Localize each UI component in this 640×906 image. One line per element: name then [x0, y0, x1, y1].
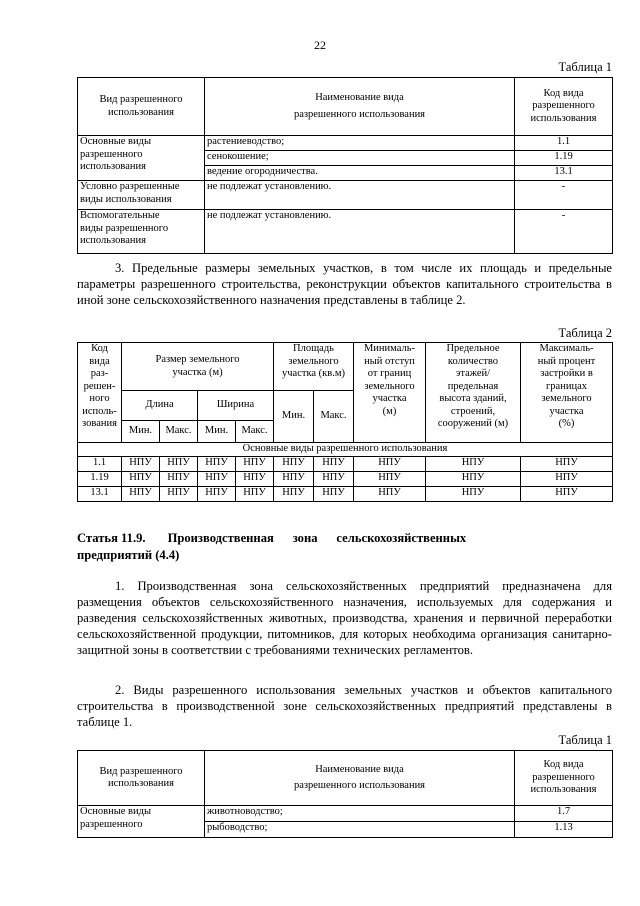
table2-header-percent: Максималь- ный процент застройки в границах земельного участка (%): [521, 343, 613, 443]
table1-cell-code: 1.19: [515, 151, 613, 166]
table-row: [78, 472, 613, 487]
article-heading-line1: Статья 11.9. Производственная зона сельскохозяйственных: [77, 531, 467, 545]
table2-header-length: Длина: [122, 391, 198, 421]
table2-header-floors: Предельное количество этажей/ предельная высота зданий, строений, сооружений (м): [426, 343, 521, 443]
table3-header-row: [78, 751, 613, 806]
table2-cell: НПУ: [521, 457, 613, 472]
table2-cell: НПУ: [521, 472, 613, 487]
table2-cell: НПУ: [236, 457, 274, 472]
table2-cell: НПУ: [236, 472, 274, 487]
table1-header-name: Наименование вида разрешенного использования: [205, 78, 515, 136]
table2-header-length-max: Макс.: [160, 421, 198, 443]
table3-cell-code: 1.13: [515, 822, 613, 838]
table1-cell-name: сенокошение;: [205, 151, 515, 166]
table2-section-label: Основные виды разрешенного использования: [78, 443, 613, 457]
table1-cell-code: 1.1: [515, 136, 613, 151]
page-number: 22: [314, 38, 326, 52]
table1-group-label-conditional: Условно разрешенные виды использования: [78, 181, 205, 210]
table2-header-width: Ширина: [198, 391, 274, 421]
table3-cell-code: 1.7: [515, 806, 613, 822]
table2-header-length-min: Мин.: [122, 421, 160, 443]
table1: [77, 77, 613, 254]
table3-group-label-main: Основные виды разрешенного: [78, 806, 205, 838]
table-row: [78, 181, 613, 210]
paragraph-article-2: 2. Виды разрешенного использования земельных участков и объектов капитального строительства в производственной зоне сельскохозяйственных предприятий представлены в таблице 1.: [77, 683, 612, 729]
table2-cell: НПУ: [354, 457, 426, 472]
table3: [77, 750, 613, 838]
paragraph-3: 3. Предельные размеры земельных участков, в том числе их площадь и предельные параметры разрешенного строительства, реконструкции объектов капитального строительства в иной зоне сельскохозяйственного назначения представлены в таблице 2.: [77, 261, 612, 307]
table2-cell: НПУ: [160, 457, 198, 472]
table2-cell: НПУ: [160, 472, 198, 487]
table1-caption: Таблица 1: [558, 60, 612, 74]
table2-cell: НПУ: [122, 457, 160, 472]
table1-header-code: Код вида разрешенного использования: [515, 78, 613, 136]
table2-cell: НПУ: [236, 487, 274, 502]
table2-header-area-min: Мин.: [274, 391, 314, 443]
table2-header-area-max: Макс.: [314, 391, 354, 443]
table2-header-size: Размер земельного участка (м): [122, 343, 274, 391]
table2-cell: НПУ: [426, 487, 521, 502]
table2-header-code: Код вида раз- решен- ного исполь- зования: [78, 343, 122, 443]
table1-cell-name: не подлежат установлению.: [205, 210, 515, 254]
table2-cell: 13.1: [78, 487, 122, 502]
table2-cell: НПУ: [314, 457, 354, 472]
table2-cell: НПУ: [122, 487, 160, 502]
table2-cell: НПУ: [314, 472, 354, 487]
table2-cell: НПУ: [198, 487, 236, 502]
paragraph-article-1: 1. Производственная зона сельскохозяйственных предприятий предназначена для размещения объектов сельскохозяйственного назначения, используемых для содержания и разведения сельскохозяйственных животных, производства, хранения и первичной переработки сельскохозяйственной продукции, питомников, для которых необходима организация санитарно-защитной зоны в соответствии с требованиями технических регламентов.: [77, 579, 612, 657]
table2-cell: НПУ: [198, 472, 236, 487]
table2-caption: Таблица 2: [558, 326, 612, 340]
table2-cell: НПУ: [198, 457, 236, 472]
table2-cell: НПУ: [160, 487, 198, 502]
article-heading-line2: предприятий (4.4): [77, 548, 180, 562]
table-row: [78, 136, 613, 151]
table2: [77, 342, 613, 502]
table1-cell-code: 13.1: [515, 166, 613, 181]
table2-header-setback: Минималь- ный отступ от границ земельного участка (м): [354, 343, 426, 443]
table2-cell: НПУ: [354, 487, 426, 502]
table-row: [78, 487, 613, 502]
table1-header-row: [78, 78, 613, 136]
table1-cell-name: не подлежат установлению.: [205, 181, 515, 210]
table3-caption: Таблица 1: [558, 733, 612, 747]
table2-header-width-min: Мин.: [198, 421, 236, 443]
table2-cell: НПУ: [314, 487, 354, 502]
table2-cell: НПУ: [122, 472, 160, 487]
table2-cell: 1.1: [78, 457, 122, 472]
table2-header-width-max: Макс.: [236, 421, 274, 443]
table2-header-area: Площадь земельного участка (кв.м): [274, 343, 354, 391]
table2-cell: НПУ: [274, 472, 314, 487]
table2-cell: НПУ: [426, 457, 521, 472]
table1-cell-code: -: [515, 210, 613, 254]
table2-cell: НПУ: [274, 457, 314, 472]
table2-cell: НПУ: [426, 472, 521, 487]
table-row: [78, 210, 613, 254]
table1-cell-name: растениеводство;: [205, 136, 515, 151]
table1-group-label-main: Основные виды разрешенного использования: [78, 136, 205, 181]
table-row: [78, 457, 613, 472]
table3-header-type: Вид разрешенного использования: [78, 751, 205, 806]
table2-cell: 1.19: [78, 472, 122, 487]
table1-cell-name: ведение огородничества.: [205, 166, 515, 181]
table3-cell-name: рыбоводство;: [205, 822, 515, 838]
table3-header-code: Код вида разрешенного использования: [515, 751, 613, 806]
table-row: [78, 806, 613, 822]
table2-cell: НПУ: [274, 487, 314, 502]
table1-header-type: Вид разрешенного использования: [78, 78, 205, 136]
table1-group-label-auxiliary: Вспомогательные виды разрешенного использования: [78, 210, 205, 254]
table1-cell-code: -: [515, 181, 613, 210]
table2-cell: НПУ: [521, 487, 613, 502]
table3-header-name: Наименование вида разрешенного использования: [205, 751, 515, 806]
table3-cell-name: животноводство;: [205, 806, 515, 822]
table2-cell: НПУ: [354, 472, 426, 487]
